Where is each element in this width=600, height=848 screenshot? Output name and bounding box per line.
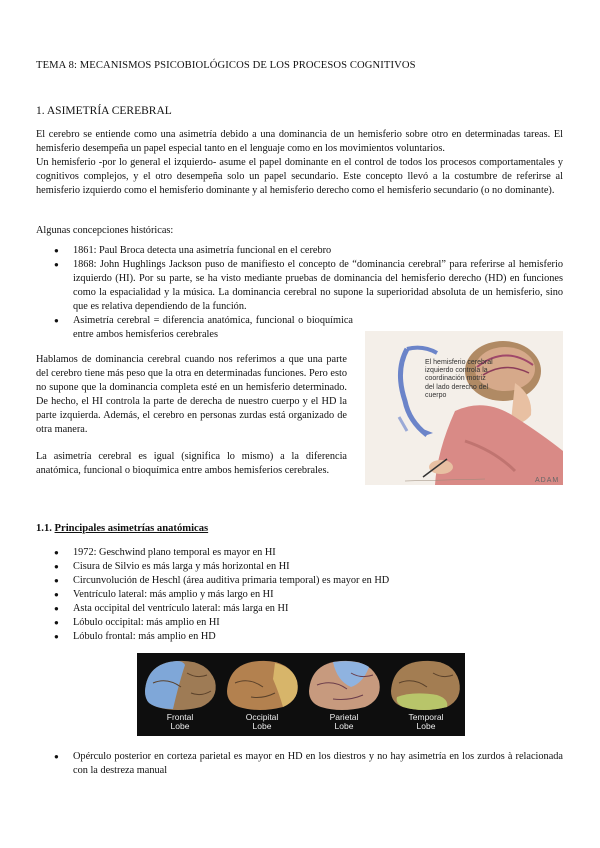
anatomical-list	[36, 546, 563, 644]
paragraph-2: Un hemisferio -por lo general el izquierdo- asume el papel dominante en el control de todos los procesos comportamentales y cognitivos complejos, y el otro desempeña solo un papel secundario. Este concepto llevó a la costumbre de referirse al hemisferio izquierdo como el hemisferio dominante y al hemisferio derecho como el hemisferio secundario (o no dominante).	[36, 157, 563, 196]
lobes-figure	[137, 653, 465, 736]
list-item: ● Circunvolución de Heschl (área auditiva primaria temporal) es mayor en HD	[36, 574, 563, 588]
lobe-label-parietal: Parietal Lobe	[329, 712, 359, 731]
historical-list	[36, 244, 563, 342]
paragraph-5: La asimetría cerebral es igual (significa lo mismo) a la diferencia anatómica, funcional o bioquímica entre ambos hemisferios cerebrales.	[36, 451, 347, 476]
list-item: ● 1861: Paul Broca detecta una asimetría funcional en el cerebro	[36, 244, 563, 258]
adam-logo: ADAM	[535, 477, 560, 484]
figure-caption: El hemisferio cerebral izquierdo controla la coordinación motriz del lado derecho del cuerpo	[425, 359, 493, 399]
list-item: ● Lóbulo occipital: más amplio en HI	[36, 616, 563, 630]
person-writing-image	[365, 331, 563, 485]
section-heading-asimetria: 1. ASIMETRÍA CEREBRAL	[36, 105, 172, 117]
paragraph-1: El cerebro se entiende como una asimetría debido a una dominancia de un hemisferio sobre otro en determinadas tareas. El hemisferio desempeña un papel especial tanto en el lenguaje como en los movimientos voluntarios.	[36, 129, 563, 154]
subsection-number: 1.1.	[36, 523, 52, 534]
paragraph-4: Hablamos de dominancia cerebral cuando nos referimos a que una parte del cerebro tiene más peso que la otra en determinadas funciones. Pero esto no supone que la dominancia completa esté en un hemisferio determinado. De hecho, el HI controla la parte de derecha de nuestro cuerpo y el HD la parte izquierda. Además, el cerebro en personas zurdas está organizado de otra manera.	[36, 354, 347, 435]
list-item: ● Asta occipital del ventrículo lateral: más larga en HI	[36, 602, 563, 616]
list-item: ● Opérculo posterior en corteza parietal es mayor en HD en los diestros y no hay asimetría en los zurdos à relacionada con la destreza manual	[36, 750, 563, 778]
operculum-list	[36, 750, 563, 778]
lobe-label-occipital: Occipital Lobe	[245, 712, 279, 731]
list-item: ● Lóbulo frontal: más amplio en HD	[36, 630, 563, 644]
list-item: ● Ventrículo lateral: más amplio y más largo en HI	[36, 588, 563, 602]
list-item: ● Cisura de Silvio es más larga y más horizontal en HI	[36, 560, 563, 574]
hemisphere-illustration	[365, 331, 563, 485]
list-item: ● 1868: John Hughlings Jackson puso de manifiesto el concepto de “dominancia cerebral” para referirse al hemisferio izquierdo (HI). Por su parte, se ha visto mediante pruebas de dominancia del hemisferio derecho (HD) en funciones como la espacialidad y la música. La dominancia cerebral no supone la superioridad absoluta de un hemisferio, sino que es relativa dependiendo de la función.	[36, 258, 563, 314]
subsection-heading	[36, 522, 208, 536]
list-item: ● Asimetría cerebral = diferencia anatómica, funcional o bioquímica entre ambos hemisferios cerebrales	[36, 314, 353, 342]
paragraph-3: Algunas concepciones históricas:	[36, 225, 174, 236]
page-title: TEMA 8: MECANISMOS PSICOBIOLÓGICOS DE LOS PROCESOS COGNITIVOS	[36, 60, 416, 71]
lobe-label-temporal: Temporal Lobe	[408, 712, 444, 731]
lobe-label-frontal: Frontal Lobe	[166, 712, 194, 731]
subsection-title: Principales asimetrías anatómicas	[54, 523, 209, 534]
list-item: ● 1972: Geschwind plano temporal es mayor en HI	[36, 546, 563, 560]
